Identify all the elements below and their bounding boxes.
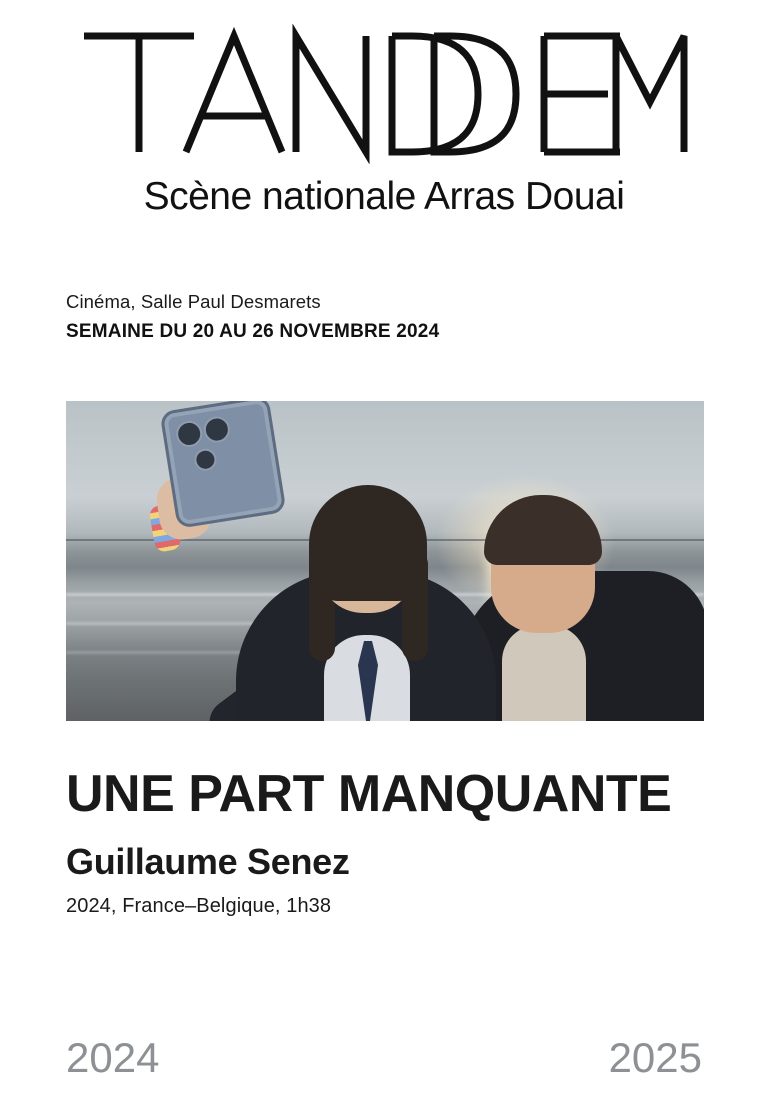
film-info (66, 765, 716, 918)
week-label: SEMAINE DU 20 AU 26 NOVEMBRE 2024 (66, 320, 440, 342)
camera-lens-icon (174, 419, 204, 449)
brand-subtitle: Scène nationale Arras Douai (143, 175, 625, 218)
film-director: Guillaume Senez (66, 841, 350, 883)
camera-lens-icon (193, 447, 218, 472)
man-hair (484, 495, 602, 565)
man-shirt (502, 625, 586, 721)
camera-lens-icon (202, 415, 232, 445)
film-title: UNE PART MANQUANTE (66, 765, 672, 823)
tandem-logo (74, 24, 694, 164)
season-footer (0, 1034, 768, 1081)
screening-meta (66, 290, 706, 345)
still-background (66, 401, 704, 721)
season-start-year: 2024 (66, 1034, 160, 1081)
brand-header (0, 24, 768, 219)
film-details: 2024, France–Belgique, 1h38 (66, 895, 332, 918)
girl-hair (309, 485, 427, 601)
venue-label: Cinéma, Salle Paul Desmarets (66, 291, 321, 312)
film-still (66, 401, 704, 721)
smartphone-icon (159, 401, 286, 529)
season-end-year: 2025 (608, 1034, 702, 1081)
